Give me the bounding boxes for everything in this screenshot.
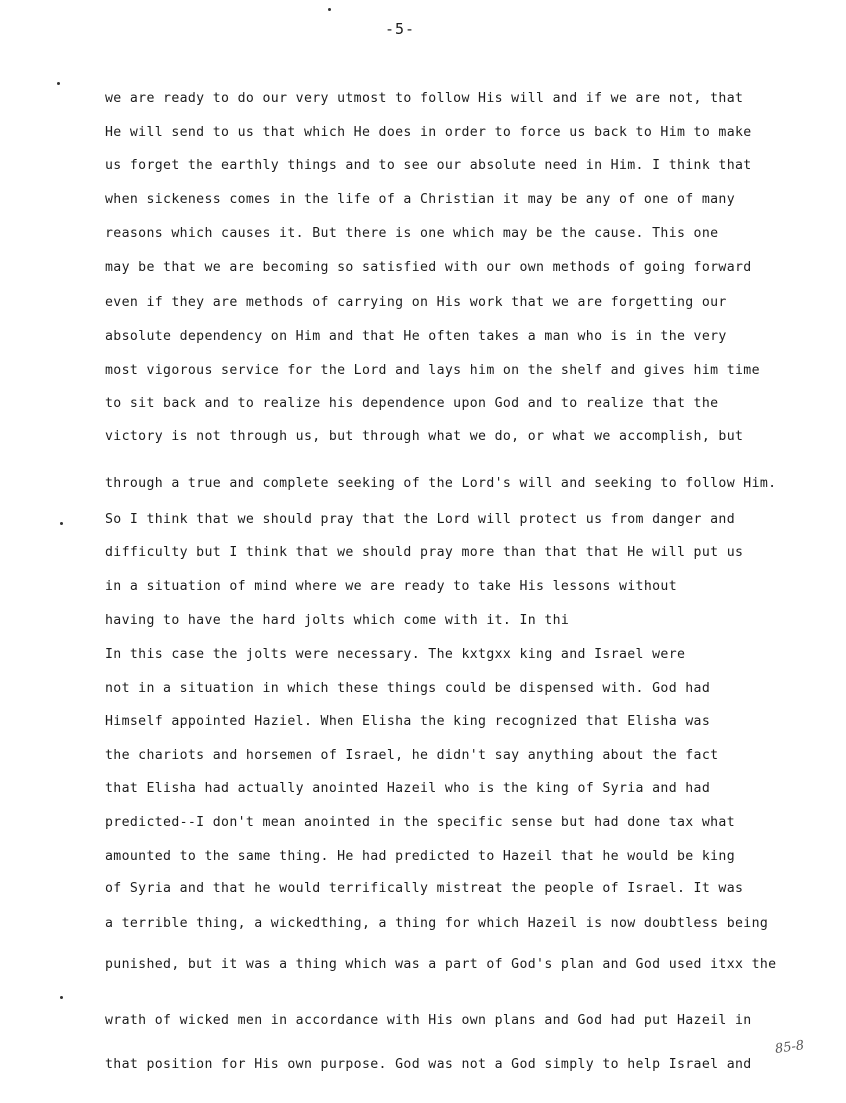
speck: [60, 996, 63, 999]
typed-line: that position for His own purpose. God was not a God simply to help Israel and: [105, 1057, 752, 1072]
typed-line: predicted--I don't mean anointed in the specific sense but had done tax what: [105, 815, 736, 830]
typed-line: In this case the jolts were necessary. The kxtgxx king and Israel were: [105, 647, 686, 662]
typed-line: that Elisha had actually anointed Hazeil who is the king of Syria and had: [105, 781, 711, 796]
typed-line: not in a situation in which these things could be dispensed with. God had: [105, 681, 711, 696]
typed-line: So I think that we should pray that the Lord will protect us from danger and: [105, 512, 736, 527]
typed-line: may be that we are becoming so satisfied with our own methods of going forward: [105, 260, 752, 275]
typed-line: even if they are methods of carrying on His work that we are forgetting our: [105, 295, 727, 310]
typed-line: through a true and complete seeking of the Lord's will and seeking to follow Him.: [105, 476, 777, 491]
typed-line: Himself appointed Haziel. When Elisha the king recognized that Elisha was: [105, 714, 711, 729]
typed-line: when sickeness comes in the life of a Christian it may be any of one of many: [105, 192, 736, 207]
speck: [57, 82, 60, 85]
speck: [328, 8, 331, 11]
speck: [60, 522, 63, 525]
typed-line: difficulty but I think that we should pray more than that that He will put us: [105, 545, 744, 560]
page-number: -5-: [385, 20, 416, 38]
typed-line: reasons which causes it. But there is one which may be the cause. This one: [105, 226, 719, 241]
typed-line: most vigorous service for the Lord and lays him on the shelf and gives him time: [105, 363, 760, 378]
typed-line: wrath of wicked men in accordance with His own plans and God had put Hazeil in: [105, 1013, 752, 1028]
typed-line: us forget the earthly things and to see our absolute need in Him. I think that: [105, 158, 752, 173]
typed-line: we are ready to do our very utmost to follow His will and if we are not, that: [105, 91, 744, 106]
typed-line: punished, but it was a thing which was a part of God's plan and God used itxx the: [105, 957, 777, 972]
typed-line: amounted to the same thing. He had predicted to Hazeil that he would be king: [105, 849, 736, 864]
typed-line: of Syria and that he would terrifically mistreat the people of Israel. It was: [105, 881, 744, 896]
typed-line: victory is not through us, but through what we do, or what we accomplish, but: [105, 429, 744, 444]
typed-line: the chariots and horsemen of Israel, he didn't say anything about the fact: [105, 748, 719, 763]
typed-line: having to have the hard jolts which come with it. In thi: [105, 613, 570, 628]
typed-line: absolute dependency on Him and that He often takes a man who is in the very: [105, 329, 727, 344]
typed-line: a terrible thing, a wickedthing, a thing for which Hazeil is now doubtless being: [105, 916, 769, 931]
typed-line: in a situation of mind where we are ready to take His lessons without: [105, 579, 677, 594]
typed-line: to sit back and to realize his dependence upon God and to realize that the: [105, 396, 719, 411]
typed-line: He will send to us that which He does in order to force us back to Him to make: [105, 125, 752, 140]
handwritten-margin-note: 85-8: [774, 1038, 806, 1057]
